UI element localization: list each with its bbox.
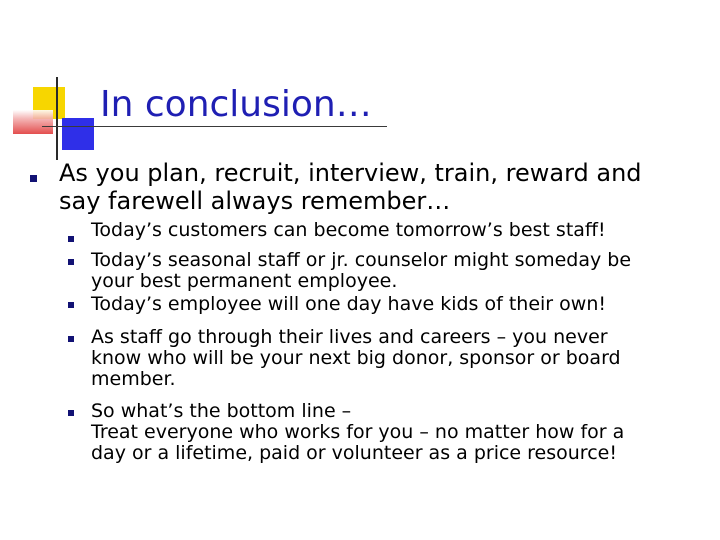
sub-bullet-square-icon — [68, 236, 74, 242]
main-bullet-text — [59, 159, 699, 215]
sub-bullet-line: Today’s customers can become tomorrow’s best staff! — [91, 219, 606, 241]
main-bullet-line: say farewell always remember… — [59, 187, 451, 215]
sub-bullet-item — [91, 327, 701, 390]
sub-bullet-square-icon — [68, 336, 74, 342]
sub-bullet-item — [91, 220, 701, 241]
sub-bullet-line: know who will be your next big donor, sponsor or board — [91, 347, 621, 369]
sub-bullet-item — [91, 294, 701, 315]
slide-title: In conclusion… — [100, 84, 372, 125]
sub-bullet-square-icon — [68, 410, 74, 416]
sub-bullet-line: member. — [91, 368, 176, 390]
sub-bullet-line: day or a lifetime, paid or volunteer as a price resource! — [91, 442, 617, 464]
sub-bullet-item — [91, 401, 701, 464]
sub-bullet-line: So what’s the bottom line – — [91, 400, 352, 422]
sub-bullet-square-icon — [68, 259, 74, 265]
sub-bullet-square-icon — [68, 302, 74, 308]
sub-bullet-line: your best permanent employee. — [91, 270, 398, 292]
sub-bullet-line: As staff go through their lives and careers – you never — [91, 326, 608, 348]
sub-bullet-line: Today’s seasonal staff or jr. counselor might someday be — [91, 249, 632, 271]
sub-bullet-line: Treat everyone who works for you – no matter how for a — [91, 421, 625, 443]
sub-bullet-item — [91, 250, 701, 292]
bullet-square-icon — [30, 175, 37, 182]
main-bullet-line: As you plan, recruit, interview, train, reward and — [59, 159, 642, 187]
sub-bullet-line: Today’s employee will one day have kids of their own! — [91, 293, 606, 315]
